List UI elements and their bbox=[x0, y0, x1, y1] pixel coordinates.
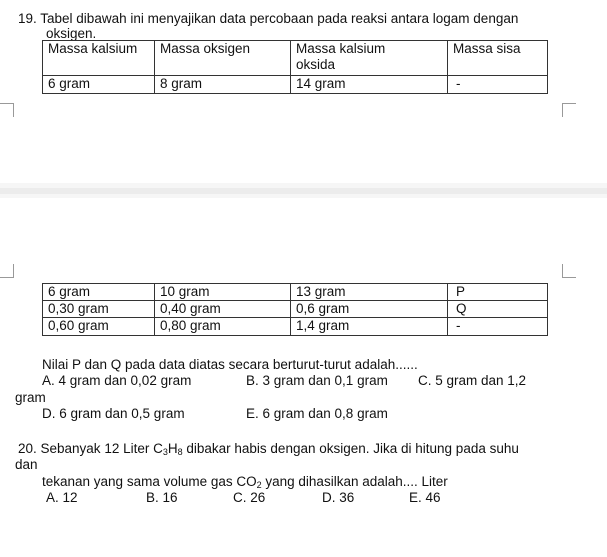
q20-option-e: E. 46 bbox=[409, 490, 441, 505]
table-cell: 0,80 gram bbox=[155, 318, 291, 336]
option-c: C. 5 gram dan 1,2 bbox=[418, 373, 527, 388]
table-cell: 0,30 gram bbox=[43, 301, 155, 318]
table-row bbox=[43, 76, 548, 94]
table-cell: 13 gram bbox=[291, 284, 448, 301]
page-corner-mark bbox=[0, 103, 14, 117]
option-b: B. 3 gram dan 0,1 gram bbox=[246, 373, 388, 388]
data-table-bottom bbox=[42, 283, 548, 336]
option-d: D. 6 gram dan 0,5 gram bbox=[42, 406, 185, 421]
table-cell: - bbox=[448, 76, 548, 94]
table-cell: 0,6 gram bbox=[291, 301, 448, 318]
table-cell: 8 gram bbox=[155, 76, 291, 94]
q20-option-c: C. 26 bbox=[233, 490, 266, 505]
q20-option-a: A. 12 bbox=[46, 490, 78, 505]
table-header-cell: Massa kalsium bbox=[43, 41, 155, 76]
table-cell: 0,60 gram bbox=[43, 318, 155, 336]
table-cell: P bbox=[448, 284, 548, 301]
question-19-prompt: Nilai P dan Q pada data diatas secara berturut-turut adalah...... bbox=[42, 357, 418, 372]
page-corner-mark bbox=[0, 264, 14, 278]
table-row bbox=[43, 301, 548, 318]
option-a: A. 4 gram dan 0,02 gram bbox=[42, 373, 192, 388]
table-row bbox=[43, 318, 548, 336]
table-cell: 0,40 gram bbox=[155, 301, 291, 318]
table-header-cell: Massa sisa bbox=[448, 41, 548, 76]
option-c-wrap: gram bbox=[15, 390, 46, 405]
table-header-cell: Massa oksigen bbox=[155, 41, 291, 76]
page-corner-mark bbox=[562, 103, 576, 117]
page-gap-line bbox=[0, 188, 607, 194]
question-20-line2: tekanan yang sama volume gas $CO_2$ yang dihasilkan adalah.... Liter bbox=[42, 474, 448, 490]
page-corner-mark bbox=[562, 264, 576, 278]
table-cell: 6 gram bbox=[43, 76, 155, 94]
question-20-wrap: dan bbox=[15, 457, 38, 472]
question-19-line2: oksigen. bbox=[46, 26, 97, 41]
table-header-cell: Massa kalsium oksida bbox=[291, 41, 448, 76]
question-19-line1: 19. Tabel dibawah ini menyajikan data percobaan pada reaksi antara logam dengan bbox=[18, 11, 519, 26]
table-cell: - bbox=[448, 318, 548, 336]
table-header-row bbox=[43, 41, 548, 76]
table-cell: 1,4 gram bbox=[291, 318, 448, 336]
table-row bbox=[43, 284, 548, 301]
question-20-line1: 20. Sebanyak 12 Liter $C_3H_8$ dibakar habis dengan oksigen. Jika di hitung pada suhu bbox=[18, 441, 519, 457]
table-cell: 14 gram bbox=[291, 76, 448, 94]
table-cell: 10 gram bbox=[155, 284, 291, 301]
table-cell: 6 gram bbox=[43, 284, 155, 301]
q20-option-d: D. 36 bbox=[322, 490, 355, 505]
option-e: E. 6 gram dan 0,8 gram bbox=[246, 406, 388, 421]
q20-option-b: B. 16 bbox=[146, 490, 178, 505]
data-table-top bbox=[42, 40, 548, 94]
table-cell: Q bbox=[448, 301, 548, 318]
